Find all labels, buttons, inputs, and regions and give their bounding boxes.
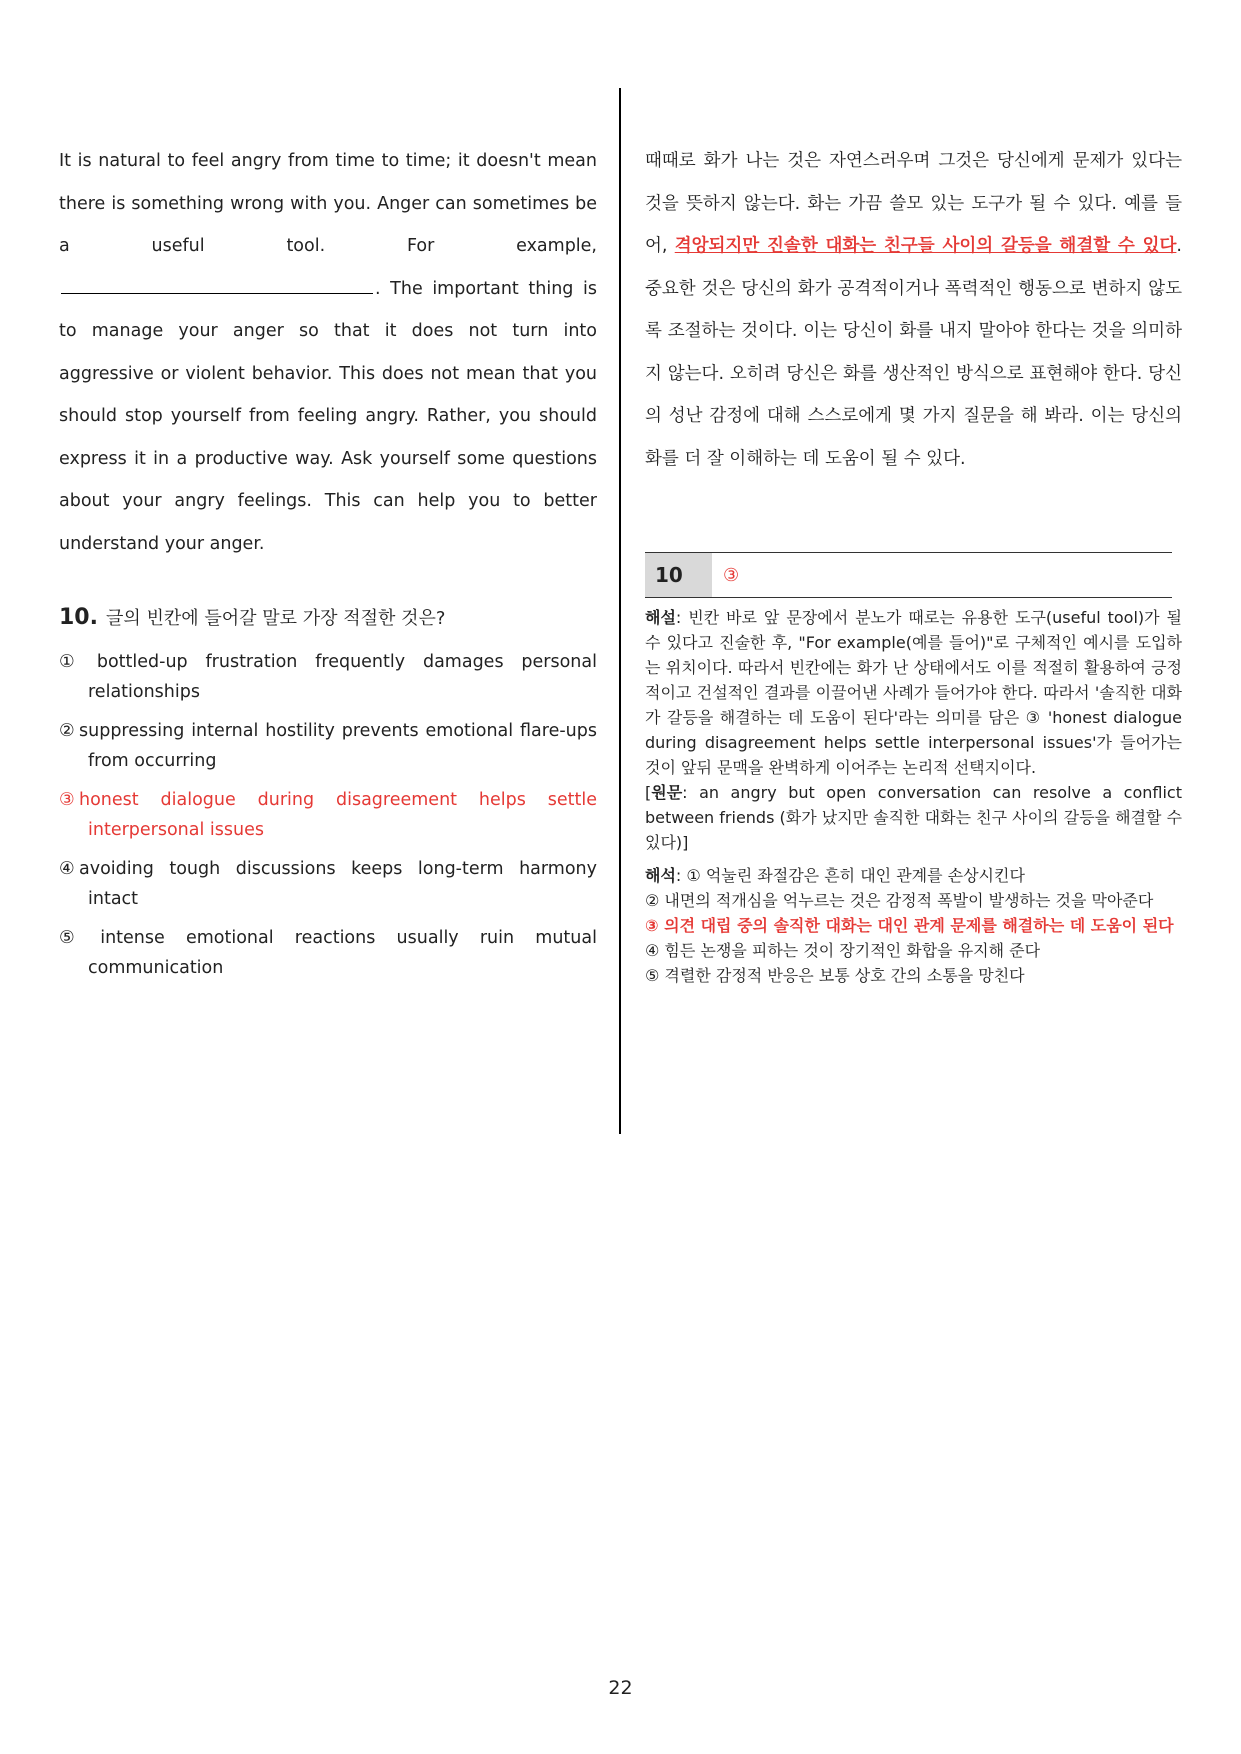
translation-choice-1: : ① 억눌린 좌절감은 흔히 대인 관계를 손상시킨다: [675, 866, 1025, 885]
choice-4: [59, 854, 597, 914]
page-number: 22: [608, 1677, 633, 1699]
choice-list: [59, 647, 597, 983]
choice-mark: ①: [59, 652, 75, 672]
explanation: [645, 605, 1182, 988]
explanation-paragraph: [645, 605, 1182, 780]
passage-text-after-blank: . The important thing is to manage your anger so that it does not turn into aggressive or violent behavior. This does not mean that you should stop yourself from feeling angry. Rather, you should express it in a productive way. Ask yourself some questions about your angry feelings. This can help you to better understand your anger.: [59, 278, 597, 554]
answer-number: 10: [645, 553, 712, 597]
explanation-label: 해설: [645, 608, 676, 627]
choice-5: [59, 923, 597, 983]
question-number: 10.: [59, 605, 98, 630]
choice-text: honest dialogue during disagreement helps settle interpersonal issues: [79, 790, 597, 840]
choice-mark: ④: [59, 859, 75, 879]
source-paragraph: [645, 780, 1182, 855]
explanation-text: : 빈칸 바로 앞 문장에서 분노가 때로는 유용한 도구(useful tool)가 될 수 있다고 진술한 후, "For example(예를 들어)"로 구체적인 예시를 도입하는 위치이다. 따라서 빈칸에는 화가 난 상태에서도 이를 적절히 활용하여 긍정적이고 건설적인 결과를 이끌어낸 사례가 들어가야 한다. 따라서 '솔직한 대화가 갈등을 해결하는 데 도움이 된다'라는 의미를 담은 ③ 'honest dialogue during disagreement helps settle interpersonal issues'가 들어가는 것이 앞뒤 문맥을 완벽하게 이어주는 논리적 선택지이다.: [645, 608, 1182, 777]
translation-choice-5: ⑤ 격렬한 감정적 반응은 보통 상호 간의 소통을 망친다: [645, 966, 1025, 985]
translation-choice-4: ④ 힘든 논쟁을 피하는 것이 장기적인 화합을 유지해 준다: [645, 941, 1041, 960]
choice-1: [59, 647, 597, 707]
choice-mark: ②: [59, 721, 75, 741]
question: [59, 606, 597, 631]
choice-mark: ⑤: [59, 928, 75, 948]
answer-value: ③: [723, 565, 740, 586]
korean-translation: [645, 140, 1182, 480]
answer-blank: [61, 277, 373, 294]
choice-mark: ③: [59, 790, 75, 810]
choice-text: intense emotional reactions usually ruin mutual communication: [88, 928, 597, 978]
source-text: : an angry but open conversation can resolve a conflict between friends (화가 났지만 솔직한 대화는 친구 사이의 갈등을 해결할 수 있다)]: [645, 783, 1182, 852]
translation-part-1: 때때로 화가 나는 것은 자연스러우며 그것은 당신에게 문제가 있다는 것을 뜻하지 않는다. 화는 가끔 쓸모 있는 도구가 될 수 있다. 예를 들어,: [645, 151, 1182, 256]
source-open-bracket: [: [645, 783, 652, 802]
choice-text: avoiding tough discussions keeps long-term harmony intact: [79, 859, 597, 909]
right-column: [645, 140, 1182, 480]
answer-box: [645, 552, 1172, 598]
choice-3-correct: [59, 785, 597, 845]
choice-text: bottled-up frustration frequently damages personal relationships: [88, 652, 597, 702]
translation-choice-3-correct: ③ 의견 대립 중의 솔직한 대화는 대인 관계 문제를 해결하는 데 도움이 된다: [645, 916, 1174, 935]
column-divider: [619, 88, 621, 1134]
translation-choice-2: ② 내면의 적개심을 억누르는 것은 감정적 폭발이 발생하는 것을 막아준다: [645, 891, 1154, 910]
english-passage: [59, 140, 597, 565]
source-label: 원문: [651, 783, 683, 802]
passage-text-before-blank: It is natural to feel angry from time to time; it doesn't mean there is something wrong with you. Anger can sometimes be a useful tool. For example,: [59, 151, 597, 256]
left-column: [59, 140, 597, 992]
choice-text: suppressing internal hostility prevents emotional flare-ups from occurring: [79, 721, 597, 771]
choice-2: [59, 716, 597, 776]
translation-line-1: [645, 863, 1182, 888]
translation-highlight: 격앙되지만 진솔한 대화는 친구들 사이의 갈등을 해결할 수 있다: [674, 236, 1177, 256]
question-text: 글의 빈칸에 들어갈 말로 가장 적절한 것은?: [105, 608, 446, 629]
translation-part-2: . 중요한 것은 당신의 화가 공격적이거나 폭력적인 행동으로 변하지 않도록 조절하는 것이다. 이는 당신이 화를 내지 말아야 한다는 것을 의미하지 않는다. 오히려 당신은 화를 생산적인 방식으로 표현해야 한다. 당신의 성난 감정에 대해 스스로에게 몇 가지 질문을 해 봐라. 이는 당신의 화를 더 잘 이해하는 데 도움이 될 수 있다.: [645, 236, 1182, 469]
translation-label: 해석: [645, 866, 676, 885]
